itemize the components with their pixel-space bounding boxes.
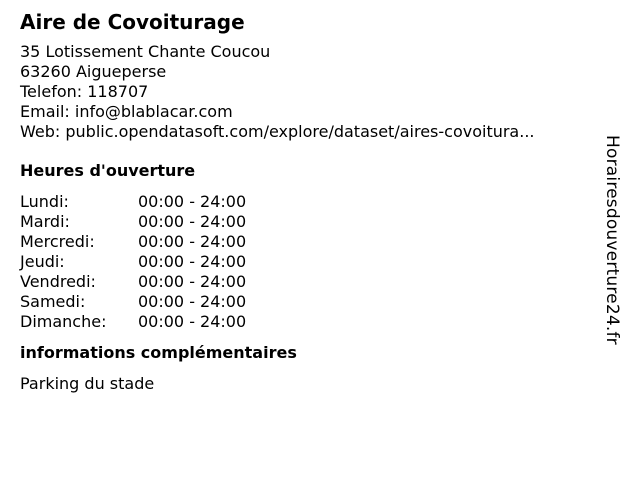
time-range: 00:00 - 24:00 bbox=[138, 292, 247, 311]
time-range: 00:00 - 24:00 bbox=[138, 272, 247, 291]
address-block bbox=[20, 42, 600, 142]
day-label: Samedi: bbox=[20, 292, 86, 311]
day-label: Dimanche: bbox=[20, 312, 107, 331]
time-range: 00:00 - 24:00 bbox=[138, 312, 247, 331]
time-range: 00:00 - 24:00 bbox=[138, 232, 247, 251]
place-card bbox=[20, 10, 600, 394]
day-label: Lundi: bbox=[20, 192, 69, 211]
day-label: Mercredi: bbox=[20, 232, 95, 251]
address-street: 35 Lotissement Chante Coucou bbox=[20, 42, 271, 61]
place-title: Aire de Covoiturage bbox=[20, 10, 245, 34]
hours-title: Heures d'ouverture bbox=[20, 161, 196, 180]
hours-row bbox=[20, 192, 600, 212]
day-label: Mardi: bbox=[20, 212, 70, 231]
hours-row bbox=[20, 312, 600, 332]
address-city: 63260 Aigueperse bbox=[20, 62, 167, 81]
phone-line: Telefon: 118707 bbox=[20, 82, 149, 101]
info-text: Parking du stade bbox=[20, 374, 155, 393]
hours-row bbox=[20, 252, 600, 272]
time-range: 00:00 - 24:00 bbox=[138, 192, 247, 211]
day-label: Jeudi: bbox=[20, 252, 65, 271]
brand-site-name: Horairesdouverture24.fr bbox=[602, 135, 622, 345]
time-range: 00:00 - 24:00 bbox=[138, 252, 247, 271]
hours-table bbox=[20, 192, 600, 332]
email-line: Email: info@blablacar.com bbox=[20, 102, 233, 121]
hours-row bbox=[20, 292, 600, 312]
hours-row bbox=[20, 272, 600, 292]
time-range: 00:00 - 24:00 bbox=[138, 212, 247, 231]
web-line: Web: public.opendatasoft.com/explore/dataset/aires-covoitura... bbox=[20, 122, 535, 141]
brand-sidebar bbox=[602, 135, 630, 375]
hours-row bbox=[20, 232, 600, 252]
info-title: informations complémentaires bbox=[20, 343, 297, 362]
hours-row bbox=[20, 212, 600, 232]
day-label: Vendredi: bbox=[20, 272, 96, 291]
